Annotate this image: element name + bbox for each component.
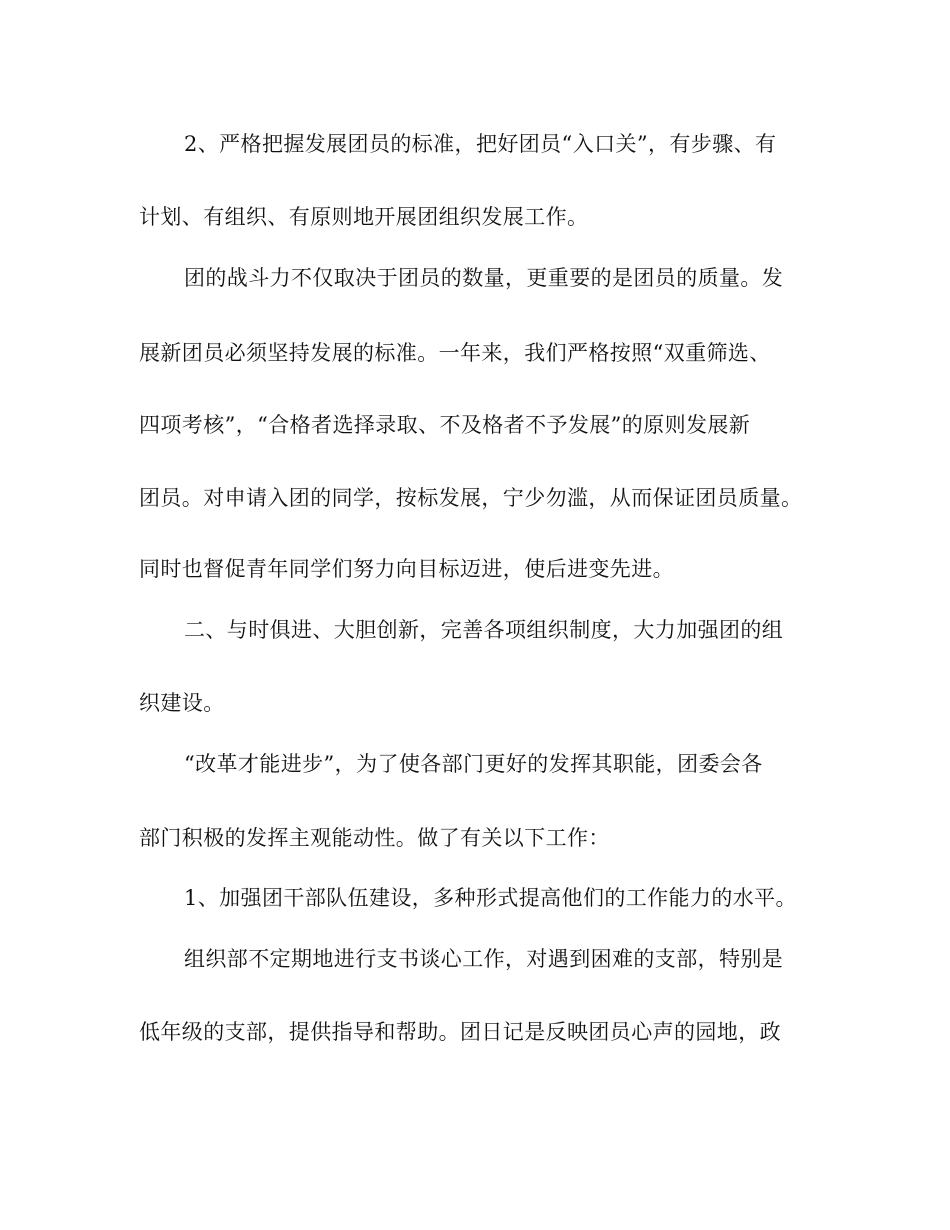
text-line-9: 织建设。 xyxy=(139,691,225,715)
text-line-13: 组织部不定期地进行支书谈心工作，对遇到困难的支部，特别是 xyxy=(184,947,784,971)
text-line-8: 二、与时俱进、大胆创新，完善各项组织制度，大力加强团的组 xyxy=(184,618,784,642)
text-line-10: “改革才能进步”，为了使各部门更好的发挥其职能，团委会各 xyxy=(184,752,763,776)
text-line-7: 同时也督促青年同学们努力向目标迈进，使后进变先进。 xyxy=(139,557,674,581)
text-line-2: 计划、有组织、有原则地开展团组织发展工作。 xyxy=(139,205,589,229)
text-line-4: 展新团员必须坚持发展的标准。一年来，我们严格按照“双重筛选、 xyxy=(139,341,771,365)
text-line-5: 四项考核”，“合格者选择录取、不及格者不予发展”的原则发展新 xyxy=(139,413,751,437)
text-line-3: 团的战斗力不仅取决于团员的数量，更重要的是团员的质量。发 xyxy=(184,266,784,290)
text-line-11: 部门积极的发挥主观能动性。做了有关以下工作： xyxy=(139,826,610,850)
text-line-14: 低年级的支部，提供指导和帮助。团日记是反映团员心声的园地，政 xyxy=(139,1020,781,1044)
text-line-6: 团员。对申请入团的同学，按标发展，宁少勿滥，从而保证团员质量。 xyxy=(139,486,803,510)
text-line-12: 1、加强团干部队伍建设，多种形式提高他们的工作能力的水平。 xyxy=(184,886,797,910)
text-line-1: 2、严格把握发展团员的标准，把好团员“入口关”，有步骤、有 xyxy=(184,132,777,156)
